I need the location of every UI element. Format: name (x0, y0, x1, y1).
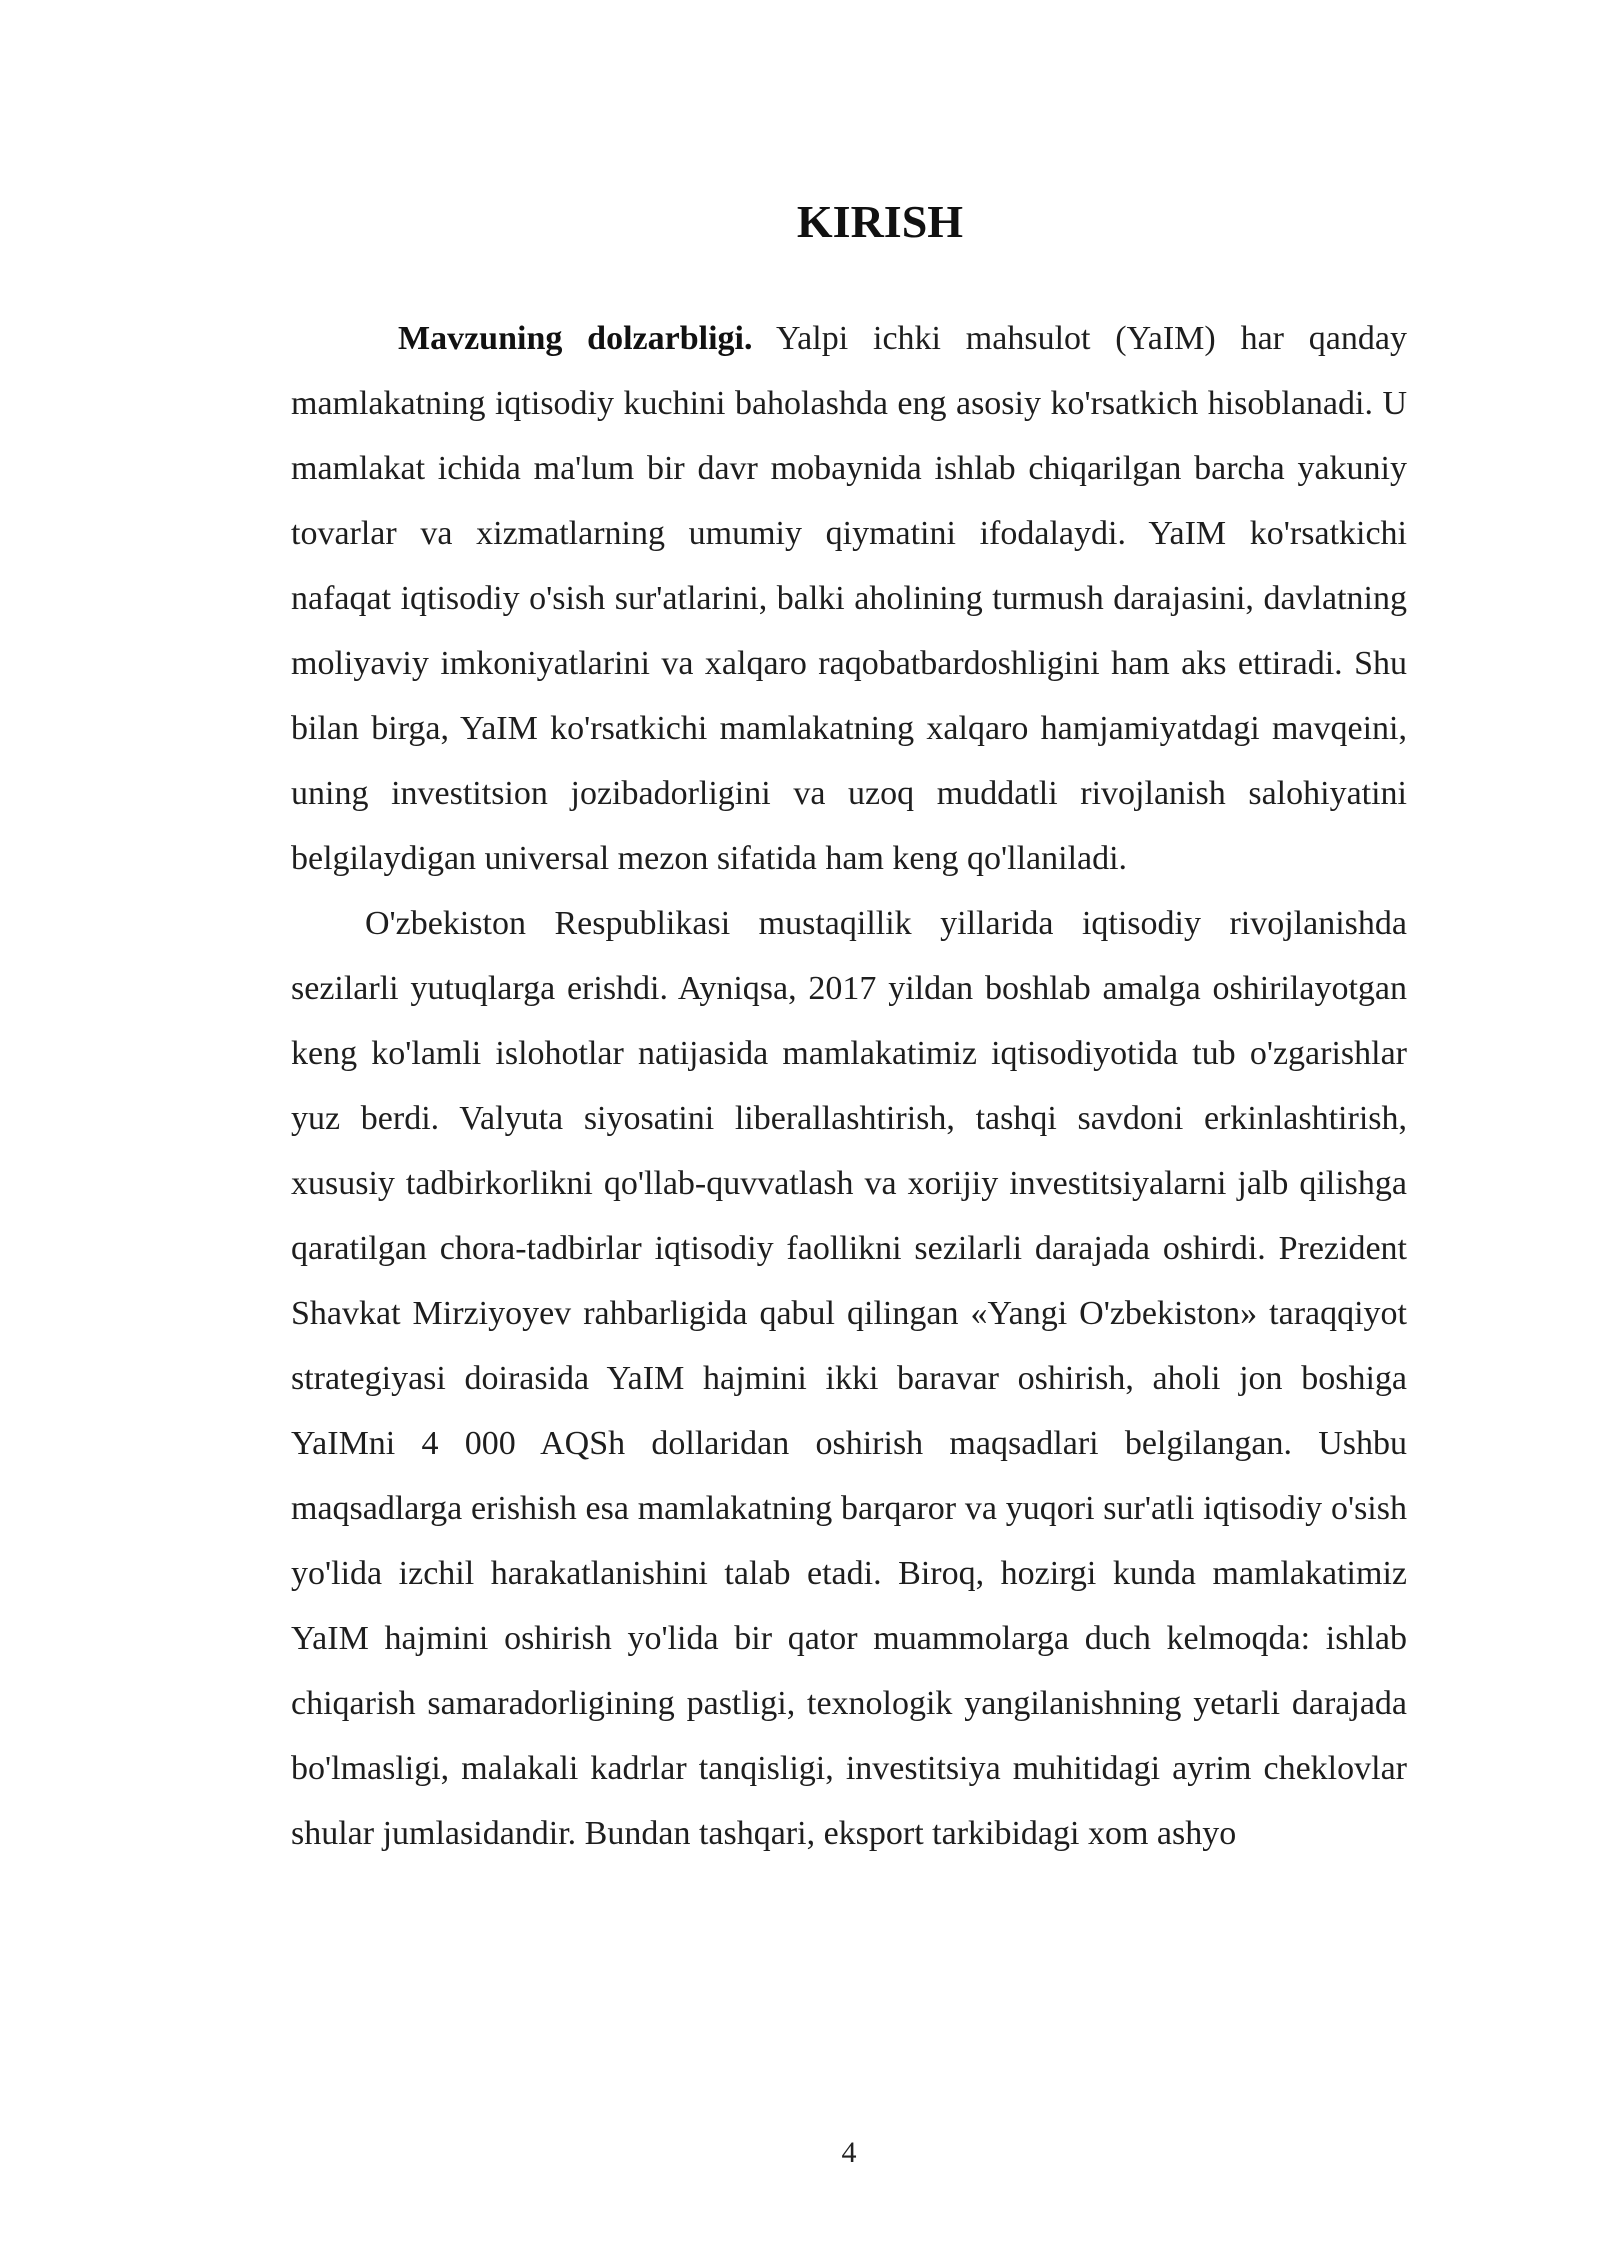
paragraph-uzbekistan: O'zbekiston Respublikasi mustaqillik yillarida iqtisodiy rivojlanishda sezilarli yutuqlarga erishdi. Ayniqsa, 2017 yildan boshlab amalga oshirilayotgan keng ko'lamli islohotlar natijasida mamlakatimiz iqtisodiyotida tub o'zgarishlar yuz berdi. Valyuta siyosatini liberallashtirish, tashqi savdoni erkinlashtirish, xususiy tadbirkorlikni qo'llab-quvvatlash va xorijiy investitsiyalarni jalb qilishga qaratilgan chora-tadbirlar iqtisodiy faollikni sezilarli darajada oshirdi. Prezident Shavkat Mirziyoyev rahbarligida qabul qilingan «Yangi O'zbekiston» taraqqiyot strategiyasi doirasida YaIM hajmini ikki baravar oshirish, aholi jon boshiga YaIMni 4 000 AQSh dollaridan oshirish maqsadlari belgilangan. Ushbu maqsadlarga erishish esa mamlakatning barqaror va yuqori sur'atli iqtisodiy o'sish yo'lida izchil harakatlanishini talab etadi. Biroq, hozirgi kunda mamlakatimiz YaIM hajmini oshirish yo'lida bir qator muammolarga duch kelmoqda: ishlab chiqarish samaradorligining pastligi, texnologik yangilanishning yetarli darajada bo'lmasligi, malakali kadrlar tanqisligi, investitsiya muhitidagi ayrim cheklovlar shular jumlasidandir. Bundan tashqari, eksport tarkibidagi xom ashyo (291, 905, 1407, 1852)
paragraph-lead: Mavzuning dolzarbligi. (398, 320, 753, 357)
section-heading: KIRISH (796, 196, 964, 247)
paragraph-text: Yalpi ichki mahsulot (YaIM) har qanday mamlakatning iqtisodiy kuchini baholashda eng asosiy ko'rsatkich hisoblanadi. U mamlakat ichida ma'lum bir davr mobaynida ishlab chiqarilgan barcha yakuniy tovarlar va xizmatlarning umumiy qiymatini ifodalaydi. YaIM ko'rsatkichi nafaqat iqtisodiy o'sish sur'atlarini, balki aholining turmush darajasini, davlatning moliyaviy imkoniyatlarini va xalqaro raqobatbardoshligini ham aks ettiradi. Shu bilan birga, YaIM ko'rsatkichi mamlakatning xalqaro hamjamiyatdagi mavqeini, uning investitsion jozibadorligini va uzoq muddatli rivojlanish salohiyatini belgilaydigan universal mezon sifatida ham keng qo'llaniladi. (291, 320, 1407, 877)
paragraph-relevance (291, 306, 1407, 891)
page-number: 4 (841, 2136, 857, 2169)
body-text (291, 306, 1407, 1866)
